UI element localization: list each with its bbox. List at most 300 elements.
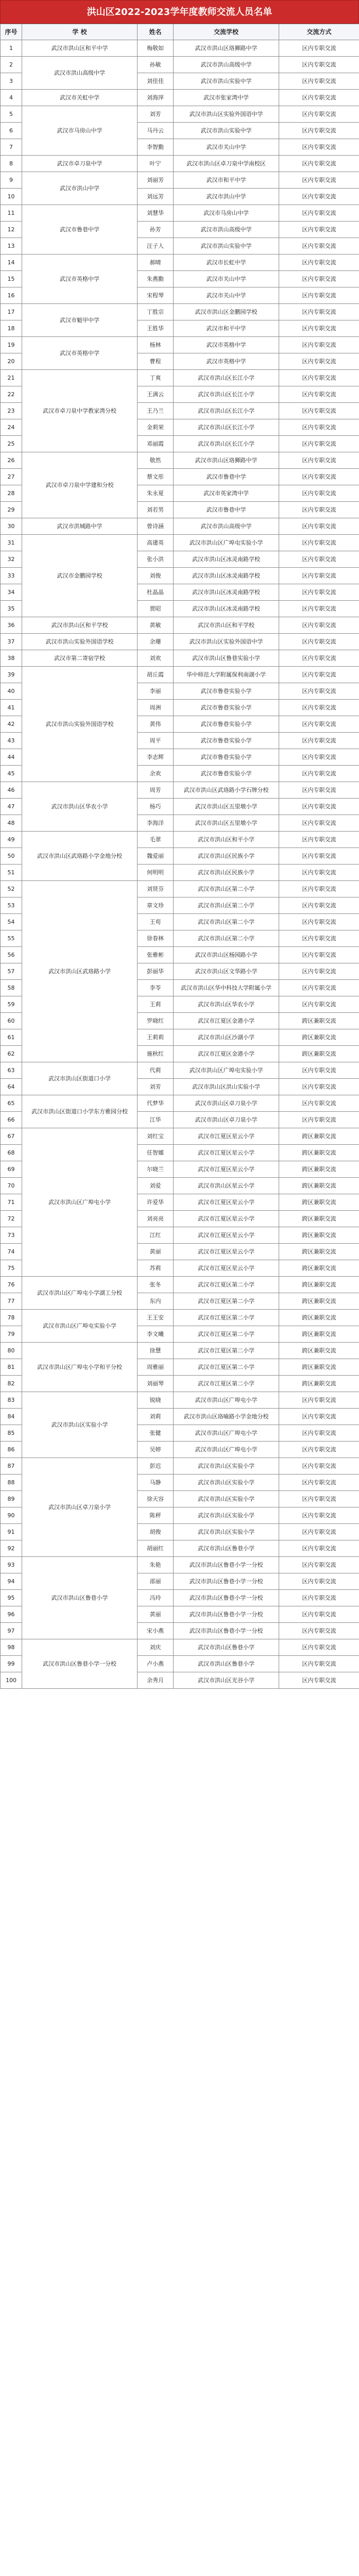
exchange-type: 区内专职交流 (279, 667, 359, 683)
exchange-type: 区内专职交流 (279, 205, 359, 222)
row-number: 31 (1, 535, 22, 551)
teacher-name: 黄敏 (138, 617, 174, 634)
destination-school: 武汉市洪山区冰灵南路学校 (174, 601, 279, 617)
exchange-table (0, 24, 359, 1689)
exchange-type: 区内专职交流 (279, 222, 359, 238)
destination-school: 武汉市洪山区和平小学 (174, 832, 279, 848)
destination-school: 武汉市洪山实验中学 (174, 73, 279, 90)
teacher-name: 刘庆 (138, 1639, 174, 1656)
exchange-type: 区内专职交流 (279, 287, 359, 304)
teacher-name: 刘芳 (138, 1079, 174, 1095)
teacher-name: 王乃兰 (138, 403, 174, 419)
row-number: 49 (1, 832, 22, 848)
destination-school: 武汉市洪山区珞喻路小学金地分校 (174, 1409, 279, 1425)
exchange-type: 区内专职交流 (279, 189, 359, 205)
row-number: 41 (1, 700, 22, 716)
row-number: 94 (1, 1573, 22, 1590)
exchange-type: 跨区兼职交流 (279, 1277, 359, 1293)
school-cell: 武汉市洪山区武珞路小学 (22, 881, 138, 1062)
table-row (1, 452, 359, 469)
teacher-name: 刘海萍 (138, 90, 174, 106)
destination-school: 武汉市洪山区鲁巷小学 (174, 1540, 279, 1557)
table-body (1, 40, 359, 1689)
destination-school: 武汉市洪山区卓刀泉小学 (174, 1095, 279, 1112)
row-number: 2 (1, 57, 22, 73)
teacher-name: 朱燕勤 (138, 271, 174, 287)
teacher-name: 尔晓兰 (138, 1161, 174, 1178)
destination-school: 武汉市洪山区第二小学 (174, 930, 279, 947)
exchange-type: 跨区兼职交流 (279, 1178, 359, 1194)
teacher-name: 徐春林 (138, 930, 174, 947)
table-row (1, 782, 359, 799)
row-number: 28 (1, 485, 22, 502)
exchange-type: 区内专职交流 (279, 106, 359, 123)
destination-school: 武汉市洪山区五里墩小学 (174, 799, 279, 815)
destination-school: 武汉市江夏区星云小学 (174, 1227, 279, 1244)
row-number: 18 (1, 320, 22, 337)
header-name: 姓名 (138, 24, 174, 40)
exchange-type: 区内专职交流 (279, 815, 359, 832)
destination-school: 武汉市江夏区第二小学 (174, 1343, 279, 1359)
destination-school: 武汉市洪山高级中学 (174, 518, 279, 535)
exchange-type: 区内专职交流 (279, 156, 359, 172)
row-number: 1 (1, 40, 22, 57)
exchange-type: 区内专职交流 (279, 419, 359, 436)
row-number: 93 (1, 1557, 22, 1573)
destination-school: 武汉市洪山实验中学 (174, 123, 279, 139)
table-row (1, 617, 359, 634)
teacher-name: 东内 (138, 1293, 174, 1310)
teacher-name: 罗晓红 (138, 1013, 174, 1029)
destination-school: 武汉市洪山区华农小学 (174, 996, 279, 1013)
row-number: 37 (1, 634, 22, 650)
teacher-name: 徐慧 (138, 1343, 174, 1359)
teacher-name: 周芳 (138, 782, 174, 799)
teacher-name: 刘亮亮 (138, 1211, 174, 1227)
row-number: 73 (1, 1227, 22, 1244)
teacher-name: 张雅彬 (138, 947, 174, 963)
school-cell: 武汉市鲁巷中学 (22, 205, 138, 255)
exchange-type: 跨区兼职交流 (279, 1013, 359, 1029)
teacher-name: 江华 (138, 1112, 174, 1128)
destination-school: 武汉市洪山区杨园路小学 (174, 947, 279, 963)
table-row (1, 90, 359, 106)
exchange-type: 区内专职交流 (279, 337, 359, 353)
destination-school: 武汉市洪山区广埠屯小学 (174, 1425, 279, 1442)
exchange-type: 区内专职交流 (279, 535, 359, 551)
teacher-name: 吴婷 (138, 1442, 174, 1458)
destination-school: 武汉市洪山区五里墩小学 (174, 815, 279, 832)
row-number: 6 (1, 123, 22, 139)
teacher-name: 许爱华 (138, 1194, 174, 1211)
destination-school: 武汉市英格中学 (174, 337, 279, 353)
teacher-name: 张小洪 (138, 551, 174, 568)
teacher-name: 邵丽 (138, 1573, 174, 1590)
teacher-name: 敬然 (138, 452, 174, 469)
row-number: 35 (1, 601, 22, 617)
destination-school: 武汉市洪山区民族小学 (174, 848, 279, 865)
destination-school: 武汉市英家湾中学 (174, 485, 279, 502)
exchange-type: 跨区兼职交流 (279, 1376, 359, 1392)
destination-school: 武汉市江夏区星云小学 (174, 1161, 279, 1178)
destination-school: 武汉市洪山区第二小学 (174, 881, 279, 897)
exchange-type: 区内专职交流 (279, 897, 359, 914)
table-row (1, 57, 359, 73)
teacher-name: 梅敬如 (138, 40, 174, 57)
exchange-type: 区内专职交流 (279, 1557, 359, 1573)
teacher-name: 刘芳 (138, 106, 174, 123)
destination-school: 武汉市关山中学 (174, 139, 279, 156)
row-number: 57 (1, 963, 22, 980)
teacher-name: 周雅丽 (138, 1359, 174, 1376)
row-number: 79 (1, 1326, 22, 1343)
row-number: 45 (1, 766, 22, 782)
destination-school: 武汉市洪山区第二小学 (174, 914, 279, 930)
teacher-name: 胡丘霞 (138, 667, 174, 683)
table-row (1, 205, 359, 222)
row-number: 65 (1, 1095, 22, 1112)
teacher-name: 贾昭 (138, 601, 174, 617)
destination-school: 武汉市关山中学 (174, 287, 279, 304)
teacher-name: 朱艳 (138, 1557, 174, 1573)
row-number: 23 (1, 403, 22, 419)
teacher-name: 刘佳佳 (138, 73, 174, 90)
exchange-type: 跨区兼职交流 (279, 1194, 359, 1211)
destination-school: 武汉市张家湾中学 (174, 90, 279, 106)
exchange-type: 跨区兼职交流 (279, 1343, 359, 1359)
destination-school: 武汉市洪山区鲁巷小学一分校 (174, 1590, 279, 1606)
teacher-name: 杨林 (138, 337, 174, 353)
table-row (1, 1392, 359, 1409)
school-cell: 武汉市洪山区广埠屯小学湖工分校 (22, 1277, 138, 1310)
exchange-type: 区内专职交流 (279, 1573, 359, 1590)
destination-school: 武汉市江夏区星云小学 (174, 1260, 279, 1277)
exchange-type: 区内专职交流 (279, 1590, 359, 1606)
teacher-name: 陈秤 (138, 1507, 174, 1524)
destination-school: 武汉市鲁巷实验小学 (174, 716, 279, 733)
teacher-name: 刘俊 (138, 568, 174, 584)
exchange-type: 区内专职交流 (279, 90, 359, 106)
row-number: 32 (1, 551, 22, 568)
teacher-name: 丁爽 (138, 370, 174, 386)
teacher-name: 刘远芳 (138, 189, 174, 205)
teacher-name: 郝晴 (138, 255, 174, 271)
school-cell: 武汉市洪山区广埠屯小学 (22, 1128, 138, 1277)
teacher-name: 徐天容 (138, 1491, 174, 1507)
destination-school: 武汉市洪山区广埠屯实验小学 (174, 1062, 279, 1079)
destination-school: 武汉市洪山区鲁巷小学 (174, 1639, 279, 1656)
exchange-type: 跨区兼职交流 (279, 1211, 359, 1227)
exchange-type: 区内专职交流 (279, 271, 359, 287)
row-number: 69 (1, 1161, 22, 1178)
exchange-type: 区内专职交流 (279, 353, 359, 370)
table-row (1, 1128, 359, 1145)
teacher-name: 宋程琴 (138, 287, 174, 304)
row-number: 59 (1, 996, 22, 1013)
row-number: 87 (1, 1458, 22, 1475)
destination-school: 武汉市洪山区广埠屯小学 (174, 1392, 279, 1409)
exchange-type: 区内专职交流 (279, 832, 359, 848)
exchange-type: 跨区兼职交流 (279, 1029, 359, 1046)
row-number: 96 (1, 1606, 22, 1623)
exchange-type: 区内专职交流 (279, 799, 359, 815)
teacher-name: 李文曦 (138, 1326, 174, 1343)
header-type: 交流方式 (279, 24, 359, 40)
header-dest: 交流学校 (174, 24, 279, 40)
row-number: 62 (1, 1046, 22, 1062)
exchange-type: 跨区兼职交流 (279, 1046, 359, 1062)
teacher-name: 王苟 (138, 914, 174, 930)
destination-school: 武汉市洪山区实验外国语中学 (174, 106, 279, 123)
destination-school: 武汉市洪山中学 (174, 189, 279, 205)
row-number: 38 (1, 650, 22, 667)
teacher-name: 代梦华 (138, 1095, 174, 1112)
teacher-name: 代莉 (138, 1062, 174, 1079)
row-number: 82 (1, 1376, 22, 1392)
teacher-name: 刘丽芳 (138, 172, 174, 189)
exchange-type: 跨区兼职交流 (279, 1227, 359, 1244)
exchange-type: 区内专职交流 (279, 1540, 359, 1557)
teacher-name: 王满云 (138, 386, 174, 403)
table-row (1, 1458, 359, 1475)
school-cell: 武汉市英格中学 (22, 337, 138, 370)
school-cell: 武汉市关虹中学 (22, 90, 138, 106)
destination-school: 武汉市江夏区第二小学 (174, 1277, 279, 1293)
destination-school: 武汉市英格中学 (174, 353, 279, 370)
school-cell: 武汉市洪山区鲁巷小学 (22, 1557, 138, 1639)
table-row (1, 156, 359, 172)
exchange-type: 区内专职交流 (279, 452, 359, 469)
teacher-name: 李丽 (138, 683, 174, 700)
row-number: 90 (1, 1507, 22, 1524)
school-cell: 武汉市魁甲中学 (22, 304, 138, 337)
row-number: 72 (1, 1211, 22, 1227)
destination-school: 武汉市和平中学 (174, 172, 279, 189)
teacher-name: 马丹云 (138, 123, 174, 139)
school-cell: 武汉市洪山区卓刀泉小学 (22, 1458, 138, 1557)
row-number: 51 (1, 865, 22, 881)
exchange-type: 区内专职交流 (279, 1095, 359, 1112)
exchange-type: 区内专职交流 (279, 1079, 359, 1095)
exchange-type: 区内专职交流 (279, 963, 359, 980)
teacher-name: 黄丽 (138, 1606, 174, 1623)
destination-school: 武汉市鲁巷实验小学 (174, 700, 279, 716)
row-number: 100 (1, 1672, 22, 1689)
teacher-name: 何明明 (138, 865, 174, 881)
row-number: 97 (1, 1623, 22, 1639)
exchange-type: 区内专职交流 (279, 865, 359, 881)
row-number: 40 (1, 683, 22, 700)
exchange-type: 区内专职交流 (279, 551, 359, 568)
row-number: 44 (1, 749, 22, 766)
destination-school: 武汉市洪山实验中学 (174, 238, 279, 255)
exchange-type: 区内专职交流 (279, 1507, 359, 1524)
sheet-title: 洪山区2022-2023学年度教师交流人员名单 (0, 0, 359, 24)
table-row (1, 304, 359, 320)
teacher-name: 余欢 (138, 766, 174, 782)
row-number: 10 (1, 189, 22, 205)
teacher-name: 毛翠 (138, 832, 174, 848)
exchange-type: 区内专职交流 (279, 1639, 359, 1656)
school-cell: 武汉市洪山区和平学校 (22, 617, 138, 634)
row-number: 71 (1, 1194, 22, 1211)
teacher-name: 叶宁 (138, 156, 174, 172)
school-cell: 武汉市洪山区广埠屯实验小学 (22, 1310, 138, 1343)
teacher-name: 胡丽红 (138, 1540, 174, 1557)
destination-school: 武汉市洪山区民族小学 (174, 865, 279, 881)
row-number: 89 (1, 1491, 22, 1507)
destination-school: 武汉市洪山区光谷小学 (174, 1672, 279, 1689)
destination-school: 武汉市鲁巷实验小学 (174, 733, 279, 749)
exchange-type: 区内专职交流 (279, 172, 359, 189)
row-number: 78 (1, 1310, 22, 1326)
table-row (1, 1557, 359, 1573)
row-number: 26 (1, 452, 22, 469)
exchange-type: 区内专职交流 (279, 980, 359, 996)
header-school: 学 校 (22, 24, 138, 40)
destination-school: 武汉市洪山区冰灵南路学校 (174, 584, 279, 601)
destination-school: 武汉市洪山区长江小学 (174, 386, 279, 403)
table-row (1, 172, 359, 189)
teacher-name: 王莉莉 (138, 1029, 174, 1046)
exchange-type: 区内专职交流 (279, 733, 359, 749)
school-cell: 武汉市洪山区鲁巷小学一分校 (22, 1639, 138, 1689)
row-number: 84 (1, 1409, 22, 1425)
table-row (1, 634, 359, 650)
exchange-type: 区内专职交流 (279, 403, 359, 419)
exchange-type: 区内专职交流 (279, 139, 359, 156)
teacher-name: 刘慧华 (138, 205, 174, 222)
exchange-type: 区内专职交流 (279, 601, 359, 617)
teacher-name: 刘莉 (138, 1409, 174, 1425)
destination-school: 武汉市鲁巷实验小学 (174, 749, 279, 766)
exchange-type: 区内专职交流 (279, 1409, 359, 1425)
teacher-name: 曹程 (138, 353, 174, 370)
school-cell: 武汉市卓刀泉中学 (22, 156, 138, 172)
destination-school: 武汉市洪山区沙湖小学 (174, 1029, 279, 1046)
teacher-name: 周洲 (138, 700, 174, 716)
teacher-name: 黄伟 (138, 716, 174, 733)
teacher-name: 李苓 (138, 980, 174, 996)
exchange-type: 区内专职交流 (279, 436, 359, 452)
destination-school: 武汉市洪山区冰灵南路学校 (174, 568, 279, 584)
destination-school: 武汉市洪山区珞狮路中学 (174, 40, 279, 57)
row-number: 27 (1, 469, 22, 485)
exchange-type: 区内专职交流 (279, 1656, 359, 1672)
row-number: 86 (1, 1442, 22, 1458)
row-number: 91 (1, 1524, 22, 1540)
teacher-name: 冯玲 (138, 1590, 174, 1606)
row-number: 61 (1, 1029, 22, 1046)
row-number: 46 (1, 782, 22, 799)
school-cell: 武汉市英格中学 (22, 255, 138, 304)
table-row (1, 1310, 359, 1326)
school-cell: 武汉市洪山区和平中学 (22, 40, 138, 57)
destination-school: 武汉市洪山区长江小学 (174, 419, 279, 436)
destination-school: 武汉市洪山区鲁巷小学 (174, 1656, 279, 1672)
exchange-type: 跨区兼职交流 (279, 1293, 359, 1310)
table-row (1, 1343, 359, 1359)
destination-school: 武汉市洪山区长江小学 (174, 403, 279, 419)
school-cell: 武汉市洪城路中学 (22, 518, 138, 535)
exchange-type: 区内专职交流 (279, 370, 359, 386)
destination-school: 武汉市洪山区卓刀泉中学南校区 (174, 156, 279, 172)
teacher-name: 余秀月 (138, 1672, 174, 1689)
exchange-type: 跨区兼职交流 (279, 1260, 359, 1277)
row-number: 77 (1, 1293, 22, 1310)
teacher-name: 张冬 (138, 1277, 174, 1293)
destination-school: 武汉市江夏区金港小学 (174, 1013, 279, 1029)
teacher-name: 孙芳 (138, 222, 174, 238)
teacher-name: 李志辉 (138, 749, 174, 766)
table-row (1, 1062, 359, 1079)
teacher-name: 刘若男 (138, 502, 174, 518)
row-number: 24 (1, 419, 22, 436)
destination-school: 武汉市江夏区星云小学 (174, 1244, 279, 1260)
exchange-type: 区内专职交流 (279, 650, 359, 667)
exchange-type: 区内专职交流 (279, 238, 359, 255)
exchange-type: 区内专职交流 (279, 996, 359, 1013)
destination-school: 武汉市洪山区金鹏园学校 (174, 304, 279, 320)
table-row (1, 370, 359, 386)
row-number: 75 (1, 1260, 22, 1277)
row-number: 25 (1, 436, 22, 452)
destination-school: 武汉市洪山区实验小学 (174, 1507, 279, 1524)
row-number: 17 (1, 304, 22, 320)
table-row (1, 667, 359, 683)
row-number: 92 (1, 1540, 22, 1557)
destination-school: 武汉市洪山区广埠屯实验小学 (174, 535, 279, 551)
destination-school: 武汉市洪山区第二小学 (174, 897, 279, 914)
school-cell: 武汉市洪山区广埠屯小学和平分校 (22, 1343, 138, 1392)
exchange-type: 区内专职交流 (279, 634, 359, 650)
destination-school: 武汉市江夏区第二小学 (174, 1326, 279, 1343)
row-number: 66 (1, 1112, 22, 1128)
row-number: 54 (1, 914, 22, 930)
destination-school: 武汉市江夏区星云小学 (174, 1128, 279, 1145)
teacher-name: 周平 (138, 733, 174, 749)
school-cell: 武汉市洪山区街道口小学东方雅园分校 (22, 1095, 138, 1128)
teacher-name: 彭迟 (138, 1458, 174, 1475)
teacher-name: 蔡文彤 (138, 469, 174, 485)
destination-school: 武汉市洪山区鲁巷小学一分校 (174, 1606, 279, 1623)
teacher-name: 魏爱丽 (138, 848, 174, 865)
destination-school: 武汉市洪山区珞狮路中学 (174, 452, 279, 469)
school-cell: 武汉市金鹏园学校 (22, 535, 138, 617)
teacher-name: 曾诗涵 (138, 518, 174, 535)
teacher-name: 高建英 (138, 535, 174, 551)
row-number: 39 (1, 667, 22, 683)
teacher-name: 金莉荣 (138, 419, 174, 436)
row-number: 11 (1, 205, 22, 222)
exchange-type: 区内专职交流 (279, 1623, 359, 1639)
row-number: 52 (1, 881, 22, 897)
exchange-type: 区内专职交流 (279, 1392, 359, 1409)
teacher-name: 王胜华 (138, 320, 174, 337)
destination-school: 华中师范大学附属保利南湖小学 (174, 667, 279, 683)
row-number: 16 (1, 287, 22, 304)
exchange-type: 区内专职交流 (279, 848, 359, 865)
row-number: 88 (1, 1475, 22, 1491)
destination-school: 武汉市洪山区长江小学 (174, 370, 279, 386)
destination-school: 武汉市洪山区长江小学 (174, 436, 279, 452)
destination-school: 武汉市洪山区鲁巷小学一分校 (174, 1557, 279, 1573)
exchange-type: 区内专职交流 (279, 584, 359, 601)
school-cell: 武汉市洪山实验外国语学校 (22, 634, 138, 650)
destination-school: 武汉市鲁巷中学 (174, 502, 279, 518)
row-number: 83 (1, 1392, 22, 1409)
teacher-name: 朱永夏 (138, 485, 174, 502)
